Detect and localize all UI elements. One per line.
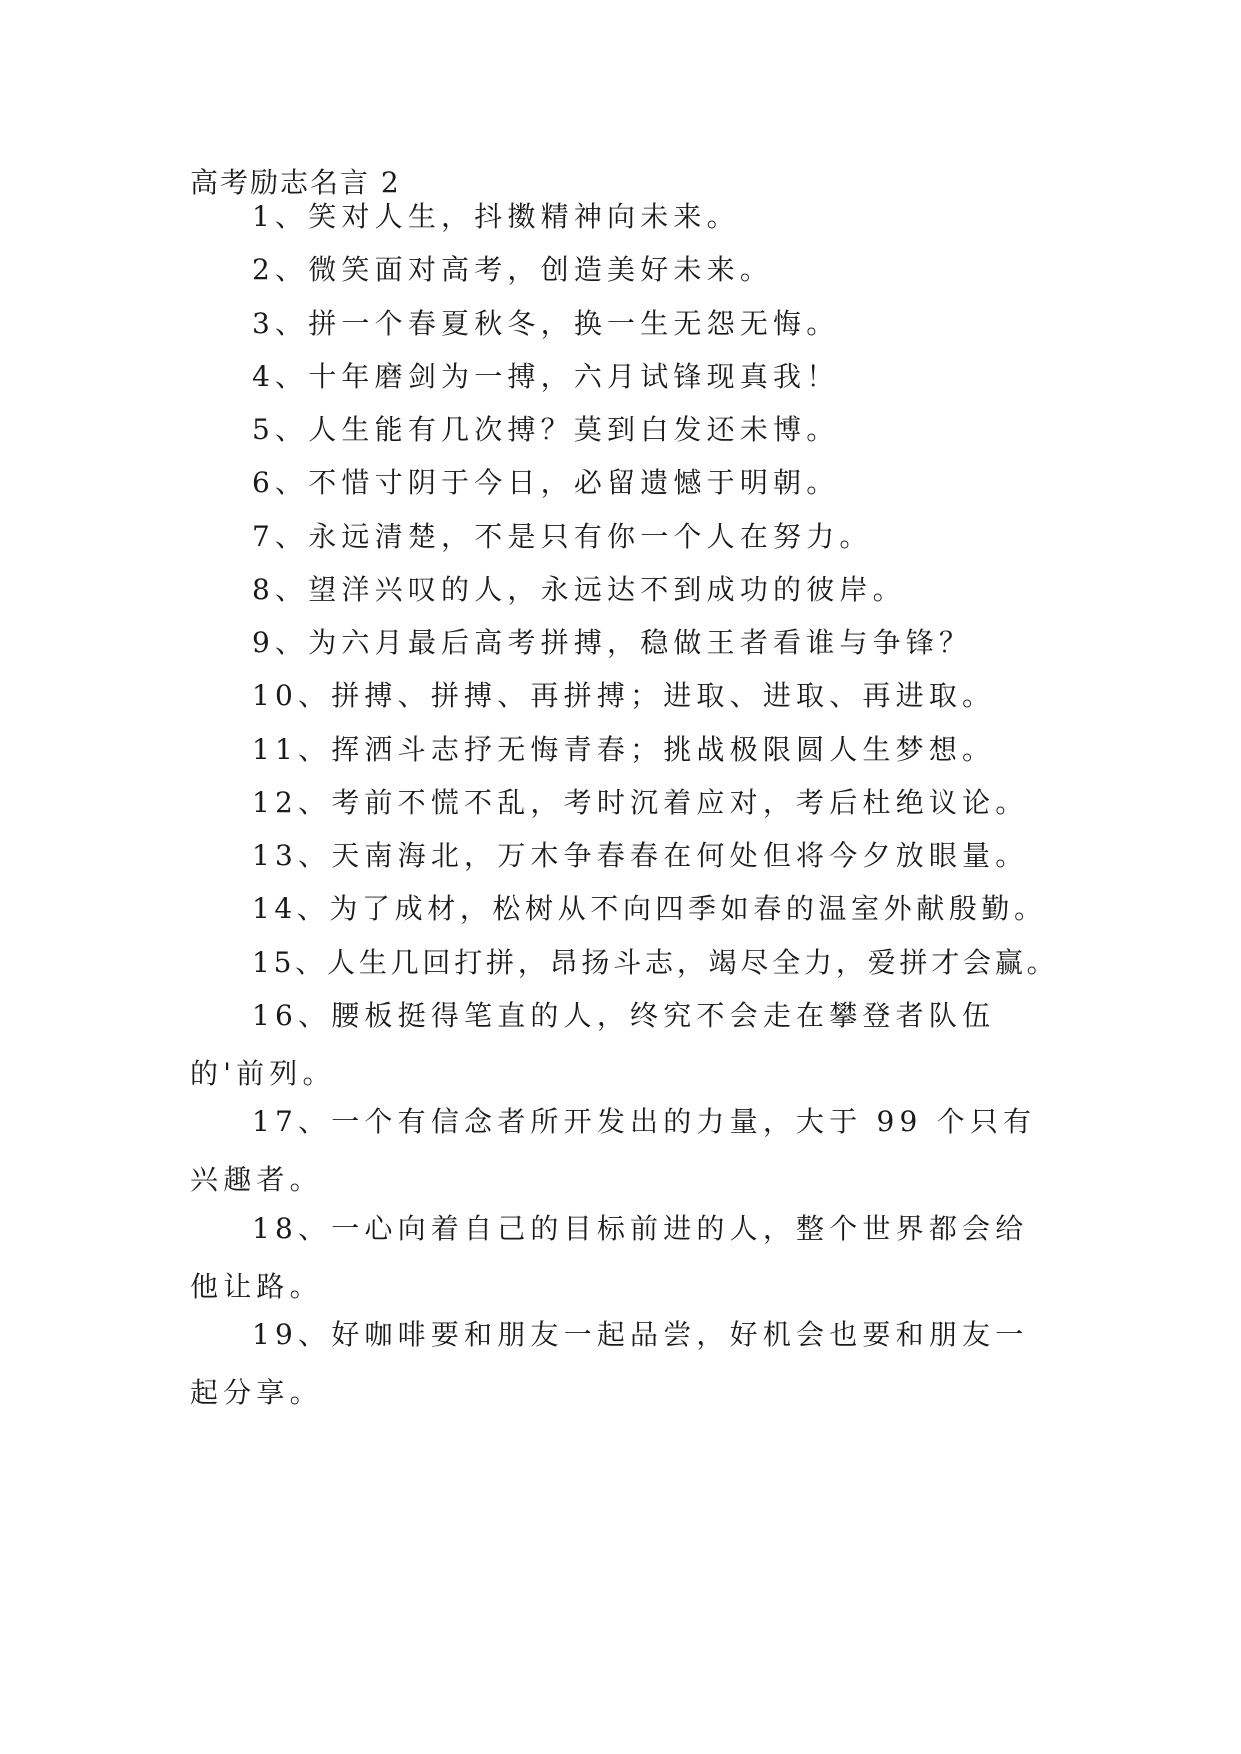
quote-item-14: 14、为了成材，松树从不向四季如春的温室外献殷勤。 — [252, 892, 1047, 925]
quote-item-13: 13、天南海北，万木争春春在何处但将今夕放眼量。 — [252, 839, 1029, 872]
quote-item-1: 1、笑对人生，抖擞精神向未来。 — [252, 200, 740, 233]
quote-item-2: 2、微笑面对高考，创造美好未来。 — [252, 253, 774, 286]
quote-item-17: 17、一个有信念者所开发出的力量，大于 99 个只有兴趣者。 — [190, 1105, 1037, 1196]
quote-item-18: 18、一心向着自己的目标前进的人，整个世界都会给他让路。 — [190, 1212, 1029, 1303]
quote-item-3: 3、拼一个春夏秋冬，换一生无怨无悔。 — [252, 307, 840, 340]
quote-item-15: 15、人生几回打拼，昂扬斗志，竭尽全力，爱拼才会赢。 — [252, 946, 1059, 979]
quote-item-6: 6、不惜寸阴于今日，必留遗憾于明朝。 — [252, 466, 840, 499]
quote-item-7: 7、永远清楚，不是只有你一个人在努力。 — [252, 520, 873, 553]
quote-item-4: 4、十年磨剑为一搏，六月试锋现真我！ — [252, 360, 840, 393]
quote-item-5: 5、人生能有几次搏？莫到白发还未博。 — [252, 413, 840, 446]
quote-item-8: 8、望洋兴叹的人，永远达不到成功的彼岸。 — [252, 573, 906, 606]
quote-item-19: 19、好咖啡要和朋友一起品尝，好机会也要和朋友一起分享。 — [190, 1318, 1029, 1409]
quote-item-16: 16、腰板挺得笔直的人，终究不会走在攀登者队伍的'前列。 — [190, 999, 996, 1090]
quote-item-11: 11、挥洒斗志抒无悔青春；挑战极限圆人生梦想。 — [252, 733, 996, 766]
document-title: 高考励志名言 2 — [190, 166, 401, 199]
quote-item-9: 9、为六月最后高考拼搏，稳做王者看谁与争锋？ — [252, 626, 973, 659]
quote-item-12: 12、考前不慌不乱，考时沉着应对，考后杜绝议论。 — [252, 786, 1029, 819]
quote-item-10: 10、拼搏、拼搏、再拼搏；进取、进取、再进取。 — [252, 679, 996, 712]
